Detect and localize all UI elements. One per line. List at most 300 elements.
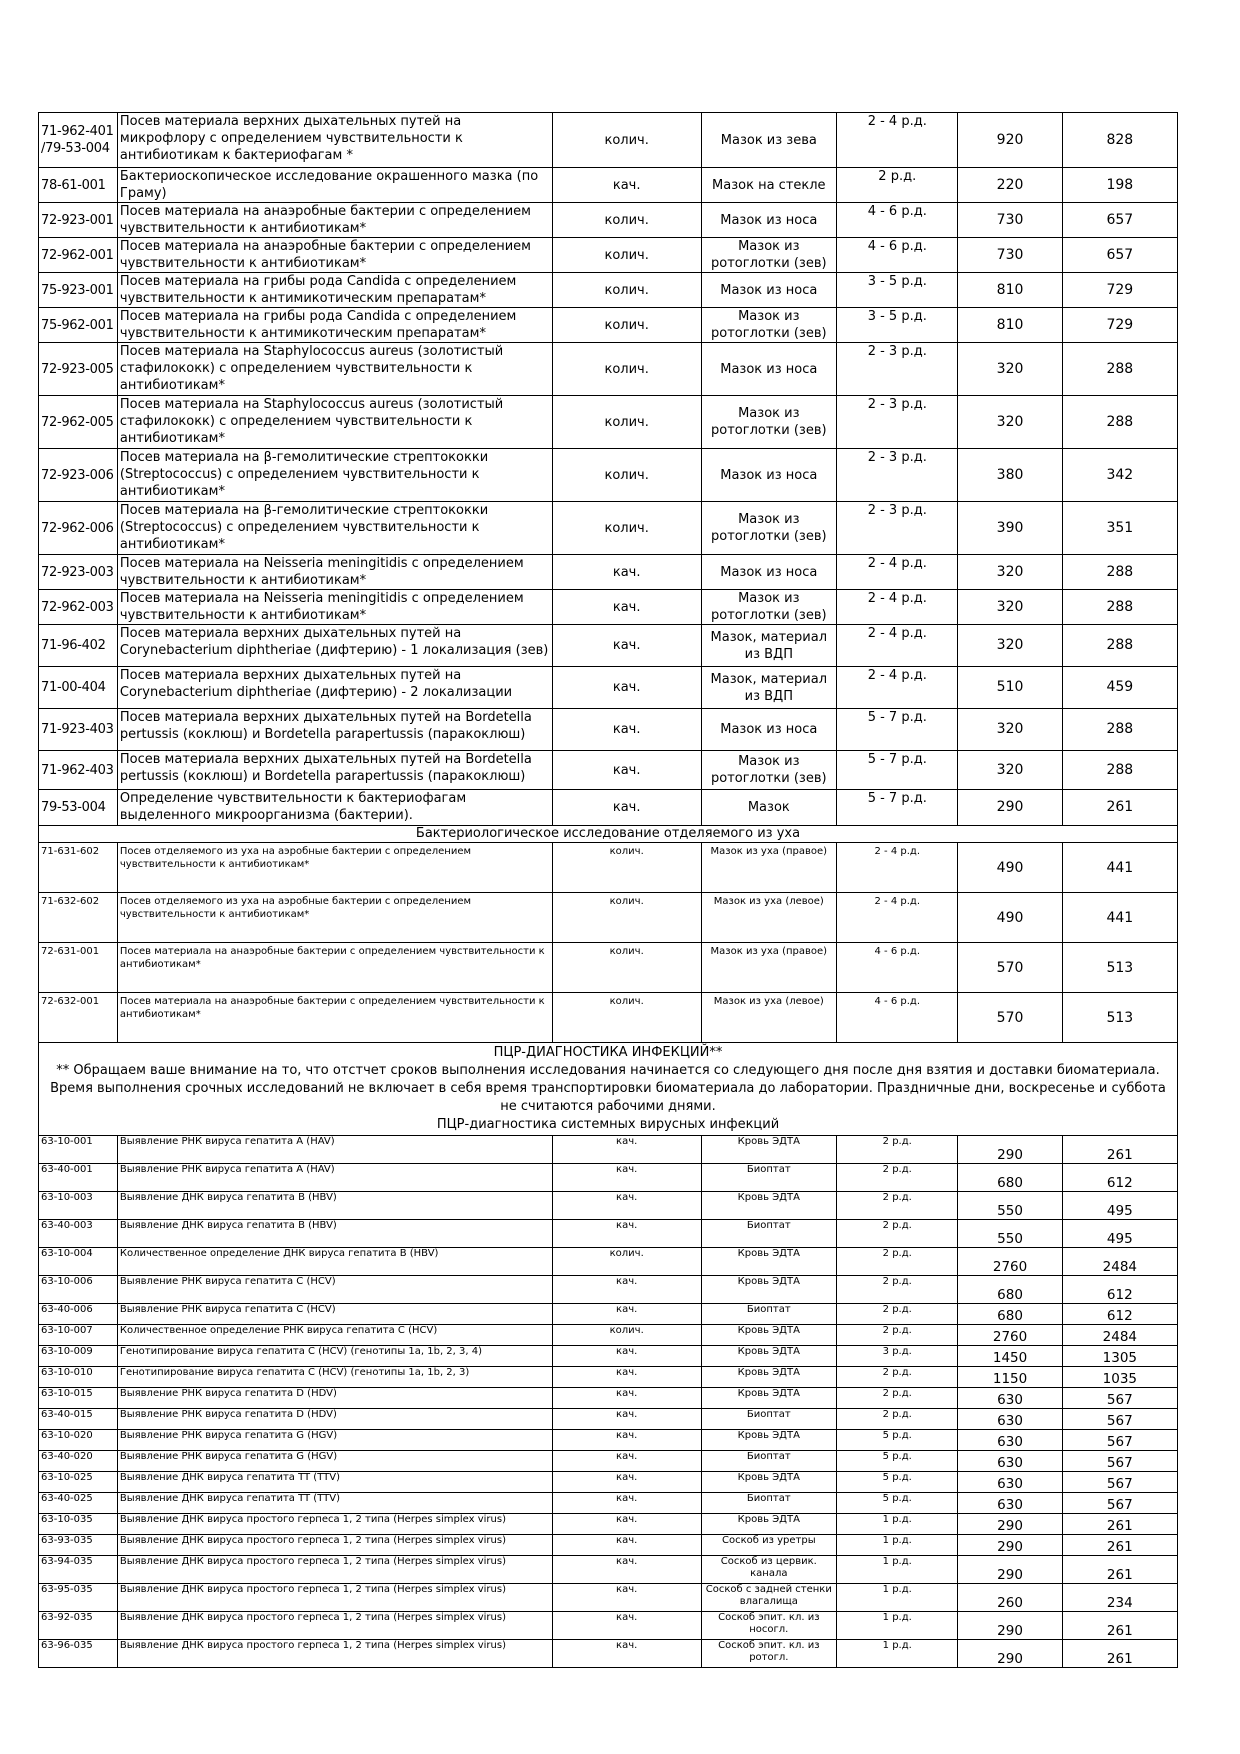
discount-price: 2484 [1062, 1248, 1177, 1276]
biomaterial: Биоптат [701, 1409, 837, 1430]
turnaround-days: 2 - 4 р.д. [837, 893, 958, 943]
turnaround-days: 4 - 6 р.д. [837, 993, 958, 1043]
test-name: Посев отделяемого из уха на аэробные бактерии с определением чувствительности к антибиотикам* [117, 843, 552, 893]
price: 290 [958, 1556, 1062, 1584]
price: 320 [958, 625, 1062, 667]
discount-price: 288 [1062, 590, 1177, 625]
test-name: Посев материала на анаэробные бактерии с определением чувствительности к антибиотикам* [117, 943, 552, 993]
biomaterial: Кровь ЭДТА [701, 1472, 837, 1493]
biomaterial: Биоптат [701, 1304, 837, 1325]
test-name: Генотипирование вируса гепатита С (HCV) (генотипы 1a, 1b, 2, 3, 4) [117, 1346, 552, 1367]
test-type: кач. [552, 1276, 701, 1304]
test-name: Выявление РНК вируса гепатита А (HAV) [117, 1164, 552, 1192]
turnaround-days: 2 - 3 р.д. [837, 502, 958, 555]
test-name: Посев материала на грибы рода Candida с определением чувствительности к антимикотическим препаратам* [117, 308, 552, 343]
test-type: кач. [552, 168, 701, 203]
price: 490 [958, 893, 1062, 943]
table-row [39, 1325, 1178, 1346]
test-code: 71-631-602 [39, 843, 118, 893]
biomaterial: Биоптат [701, 1493, 837, 1514]
test-name: Посев материала на Staphylococcus aureus (золотистый стафилококк) с определением чувствительности к антибиотикам* [117, 343, 552, 396]
biomaterial: Соскоб с задней стенки влагалища [701, 1584, 837, 1612]
turnaround-days: 1 р.д. [837, 1535, 958, 1556]
table-row [39, 709, 1178, 751]
biomaterial: Мазок из уха (правое) [701, 843, 837, 893]
table-row [39, 1612, 1178, 1640]
discount-price: 261 [1062, 1612, 1177, 1640]
test-type: кач. [552, 1556, 701, 1584]
table-row [39, 1164, 1178, 1192]
price: 630 [958, 1388, 1062, 1409]
table-row [39, 1556, 1178, 1584]
biomaterial: Соскоб из уретры [701, 1535, 837, 1556]
test-code: 63-10-025 [39, 1472, 118, 1493]
test-code: 72-923-005 [39, 343, 118, 396]
turnaround-days: 2 - 3 р.д. [837, 449, 958, 502]
discount-price: 261 [1062, 1640, 1177, 1668]
section-title: Бактериологическое исследование отделяемого из уха [39, 826, 1178, 843]
test-name: Выявление РНК вируса гепатита С (HCV) [117, 1276, 552, 1304]
discount-price: 657 [1062, 203, 1177, 238]
turnaround-days: 2 р.д. [837, 1136, 958, 1164]
test-code: 63-40-020 [39, 1451, 118, 1472]
table-row [39, 502, 1178, 555]
discount-price: 495 [1062, 1220, 1177, 1248]
test-name: Выявление ДНК вируса гепатита TT (TTV) [117, 1472, 552, 1493]
test-name: Посев материала на анаэробные бактерии с определением чувствительности к антибиотикам* [117, 993, 552, 1043]
turnaround-days: 5 - 7 р.д. [837, 790, 958, 826]
turnaround-days: 2 р.д. [837, 1367, 958, 1388]
table-row [39, 1192, 1178, 1220]
test-name: Выявление ДНК вируса простого герпеса 1, 2 типа (Herpes simplex virus) [117, 1514, 552, 1535]
discount-price: 351 [1062, 502, 1177, 555]
test-code: 72-923-006 [39, 449, 118, 502]
price: 730 [958, 203, 1062, 238]
discount-price: 459 [1062, 667, 1177, 709]
price: 290 [958, 1535, 1062, 1556]
test-code: 79-53-004 [39, 790, 118, 826]
test-type: кач. [552, 1451, 701, 1472]
biomaterial: Кровь ЭДТА [701, 1276, 837, 1304]
biomaterial: Соскоб эпит. кл. из ротогл. [701, 1640, 837, 1668]
test-code: 63-10-001 [39, 1136, 118, 1164]
test-code: 72-962-006 [39, 502, 118, 555]
turnaround-days: 2 р.д. [837, 1388, 958, 1409]
discount-price: 567 [1062, 1430, 1177, 1451]
test-name: Выявление ДНК вируса простого герпеса 1, 2 типа (Herpes simplex virus) [117, 1612, 552, 1640]
discount-price: 234 [1062, 1584, 1177, 1612]
test-code: 72-631-001 [39, 943, 118, 993]
turnaround-days: 2 - 4 р.д. [837, 555, 958, 590]
price: 320 [958, 590, 1062, 625]
biomaterial: Кровь ЭДТА [701, 1248, 837, 1276]
test-code: 71-962-401 /79-53-004 [39, 113, 118, 168]
test-name: Посев отделяемого из уха на аэробные бактерии с определением чувствительности к антибиотикам* [117, 893, 552, 943]
test-code: 63-40-025 [39, 1493, 118, 1514]
biomaterial: Кровь ЭДТА [701, 1430, 837, 1451]
price: 920 [958, 113, 1062, 168]
discount-price: 612 [1062, 1164, 1177, 1192]
price: 290 [958, 1612, 1062, 1640]
turnaround-days: 2 р.д. [837, 1409, 958, 1430]
discount-price: 567 [1062, 1493, 1177, 1514]
test-code: 63-93-035 [39, 1535, 118, 1556]
biomaterial: Мазок из ротоглотки (зев) [701, 238, 837, 273]
test-code: 63-10-006 [39, 1276, 118, 1304]
test-type: кач. [552, 1640, 701, 1668]
test-code: 71-632-602 [39, 893, 118, 943]
biomaterial: Кровь ЭДТА [701, 1367, 837, 1388]
biomaterial: Соскоб из цервик. канала [701, 1556, 837, 1584]
biomaterial: Мазок из ротоглотки (зев) [701, 751, 837, 790]
table-row [39, 1640, 1178, 1668]
price: 1450 [958, 1346, 1062, 1367]
discount-price: 261 [1062, 1514, 1177, 1535]
test-type: кач. [552, 1220, 701, 1248]
biomaterial: Биоптат [701, 1451, 837, 1472]
table-row [39, 1276, 1178, 1304]
price: 730 [958, 238, 1062, 273]
turnaround-days: 3 - 5 р.д. [837, 273, 958, 308]
price: 320 [958, 555, 1062, 590]
test-type: кач. [552, 555, 701, 590]
notice-title: ПЦР-ДИАГНОСТИКА ИНФЕКЦИЙ** [493, 1045, 723, 1060]
test-type: колич. [552, 993, 701, 1043]
discount-price: 261 [1062, 790, 1177, 826]
table-row [39, 1346, 1178, 1367]
biomaterial: Кровь ЭДТА [701, 1514, 837, 1535]
discount-price: 288 [1062, 709, 1177, 751]
test-name: Выявление ДНК вируса простого герпеса 1, 2 типа (Herpes simplex virus) [117, 1535, 552, 1556]
test-type: колич. [552, 1248, 701, 1276]
discount-price: 288 [1062, 343, 1177, 396]
biomaterial: Мазок из уха (правое) [701, 943, 837, 993]
discount-price: 567 [1062, 1472, 1177, 1493]
test-name: Выявление РНК вируса гепатита G (HGV) [117, 1430, 552, 1451]
price: 490 [958, 843, 1062, 893]
discount-price: 729 [1062, 273, 1177, 308]
turnaround-days: 2 р.д. [837, 1304, 958, 1325]
test-type: кач. [552, 1367, 701, 1388]
discount-price: 288 [1062, 555, 1177, 590]
test-code: 71-962-403 [39, 751, 118, 790]
test-name: Посев материала на грибы рода Candida с определением чувствительности к антимикотическим препаратам* [117, 273, 552, 308]
turnaround-days: 1 р.д. [837, 1612, 958, 1640]
price: 290 [958, 790, 1062, 826]
test-code: 72-632-001 [39, 993, 118, 1043]
turnaround-days: 2 - 3 р.д. [837, 396, 958, 449]
notice-sub: ПЦР-диагностика системных вирусных инфекций [436, 1117, 780, 1132]
table-row [39, 1220, 1178, 1248]
turnaround-days: 2 - 4 р.д. [837, 667, 958, 709]
test-name: Количественное определение РНК вируса гепатита С (HCV) [117, 1325, 552, 1346]
turnaround-days: 4 - 6 р.д. [837, 238, 958, 273]
biomaterial: Соскоб эпит. кл. из носогл. [701, 1612, 837, 1640]
test-type: кач. [552, 1493, 701, 1514]
test-name: Выявление РНК вируса гепатита С (HCV) [117, 1304, 552, 1325]
turnaround-days: 2 р.д. [837, 1192, 958, 1220]
table-row [39, 1367, 1178, 1388]
test-name: Посев материала на β-гемолитические стрептококки (Streptococcus) с определением чувствительности к антибиотикам* [117, 449, 552, 502]
turnaround-days: 5 р.д. [837, 1472, 958, 1493]
test-type: кач. [552, 1612, 701, 1640]
biomaterial: Мазок из ротоглотки (зев) [701, 590, 837, 625]
price: 290 [958, 1136, 1062, 1164]
discount-price: 1035 [1062, 1367, 1177, 1388]
discount-price: 441 [1062, 893, 1177, 943]
test-type: колич. [552, 449, 701, 502]
test-type: кач. [552, 751, 701, 790]
test-code: 75-962-001 [39, 308, 118, 343]
test-type: кач. [552, 625, 701, 667]
discount-price: 1305 [1062, 1346, 1177, 1367]
test-type: колич. [552, 893, 701, 943]
biomaterial: Мазок из носа [701, 449, 837, 502]
turnaround-days: 1 р.д. [837, 1556, 958, 1584]
price: 2760 [958, 1248, 1062, 1276]
table-row [39, 1535, 1178, 1556]
test-name: Посев материала верхних дыхательных путей на Bordetella pertussis (коклюш) и Bordetella parapertussis (паракоклюш) [117, 751, 552, 790]
biomaterial: Мазок из носа [701, 555, 837, 590]
price: 380 [958, 449, 1062, 502]
discount-price: 657 [1062, 238, 1177, 273]
test-code: 63-95-035 [39, 1584, 118, 1612]
biomaterial: Кровь ЭДТА [701, 1346, 837, 1367]
table-row [39, 590, 1178, 625]
test-name: Выявление РНК вируса гепатита D (HDV) [117, 1388, 552, 1409]
price-table [38, 112, 1178, 1668]
price: 260 [958, 1584, 1062, 1612]
discount-price: 2484 [1062, 1325, 1177, 1346]
discount-price: 288 [1062, 625, 1177, 667]
test-code: 71-00-404 [39, 667, 118, 709]
turnaround-days: 4 - 6 р.д. [837, 943, 958, 993]
test-name: Посев материала верхних дыхательных путей на микрофлору с определением чувствительности к антибиотикам к бактериофагам * [117, 113, 552, 168]
test-type: кач. [552, 1388, 701, 1409]
table-row [39, 943, 1178, 993]
test-name: Посев материала на β-гемолитические стрептококки (Streptococcus) с определением чувствительности к антибиотикам* [117, 502, 552, 555]
test-name: Выявление ДНК вируса гепатита В (HBV) [117, 1192, 552, 1220]
price: 320 [958, 709, 1062, 751]
test-name: Выявление ДНК вируса гепатита В (HBV) [117, 1220, 552, 1248]
turnaround-days: 2 - 3 р.д. [837, 343, 958, 396]
test-code: 63-10-007 [39, 1325, 118, 1346]
biomaterial: Мазок из уха (левое) [701, 993, 837, 1043]
price: 390 [958, 502, 1062, 555]
discount-price: 198 [1062, 168, 1177, 203]
test-type: кач. [552, 1136, 701, 1164]
test-code: 63-40-015 [39, 1409, 118, 1430]
price: 570 [958, 993, 1062, 1043]
biomaterial: Кровь ЭДТА [701, 1325, 837, 1346]
test-name: Посев материала на анаэробные бактерии с определением чувствительности к антибиотикам* [117, 203, 552, 238]
turnaround-days: 5 р.д. [837, 1493, 958, 1514]
table-row [39, 843, 1178, 893]
price: 2760 [958, 1325, 1062, 1346]
turnaround-days: 2 р.д. [837, 1325, 958, 1346]
test-code: 72-923-003 [39, 555, 118, 590]
test-name: Выявление ДНК вируса гепатита TT (TTV) [117, 1493, 552, 1514]
test-code: 63-40-006 [39, 1304, 118, 1325]
test-type: кач. [552, 1192, 701, 1220]
test-code: 72-962-005 [39, 396, 118, 449]
test-name: Выявление ДНК вируса простого герпеса 1, 2 типа (Herpes simplex virus) [117, 1640, 552, 1668]
turnaround-days: 2 р.д. [837, 1276, 958, 1304]
turnaround-days: 1 р.д. [837, 1514, 958, 1535]
biomaterial: Мазок из ротоглотки (зев) [701, 308, 837, 343]
discount-price: 612 [1062, 1304, 1177, 1325]
test-name: Выявление РНК вируса гепатита А (HAV) [117, 1136, 552, 1164]
test-code: 75-923-001 [39, 273, 118, 308]
biomaterial: Кровь ЭДТА [701, 1388, 837, 1409]
discount-price: 288 [1062, 396, 1177, 449]
biomaterial: Мазок из ротоглотки (зев) [701, 396, 837, 449]
test-name: Посев материала на Staphylococcus aureus (золотистый стафилококк) с определением чувствительности к антибиотикам* [117, 396, 552, 449]
test-name: Посев материала на анаэробные бактерии с определением чувствительности к антибиотикам* [117, 238, 552, 273]
biomaterial: Мазок из носа [701, 203, 837, 238]
test-type: колич. [552, 238, 701, 273]
test-code: 72-962-001 [39, 238, 118, 273]
discount-price: 261 [1062, 1535, 1177, 1556]
test-type: кач. [552, 1584, 701, 1612]
test-code: 78-61-001 [39, 168, 118, 203]
test-name: Посев материала верхних дыхательных путей на Corynebacterium diphtheriae (дифтерию) - 2 локализации [117, 667, 552, 709]
table-row [39, 993, 1178, 1043]
test-name: Посев материала на Neisseria meningitidis с определением чувствительности к антибиотикам* [117, 555, 552, 590]
table-row [39, 1136, 1178, 1164]
test-name: Выявление ДНК вируса простого герпеса 1, 2 типа (Herpes simplex virus) [117, 1584, 552, 1612]
table-row [39, 1304, 1178, 1325]
test-type: колич. [552, 1325, 701, 1346]
test-type: кач. [552, 790, 701, 826]
price: 510 [958, 667, 1062, 709]
price: 550 [958, 1192, 1062, 1220]
test-type: кач. [552, 590, 701, 625]
test-code: 63-40-001 [39, 1164, 118, 1192]
turnaround-days: 5 - 7 р.д. [837, 709, 958, 751]
table-row [39, 273, 1178, 308]
test-type: колич. [552, 396, 701, 449]
test-type: кач. [552, 1514, 701, 1535]
discount-price: 729 [1062, 308, 1177, 343]
test-type: кач. [552, 1472, 701, 1493]
test-name: Бактериоскопическое исследование окрашенного мазка (по Граму) [117, 168, 552, 203]
table-row [39, 1451, 1178, 1472]
turnaround-days: 2 р.д. [837, 1248, 958, 1276]
turnaround-days: 2 р.д. [837, 1164, 958, 1192]
test-code: 63-40-003 [39, 1220, 118, 1248]
test-name: Посев материала верхних дыхательных путей на Bordetella pertussis (коклюш) и Bordetella parapertussis (паракоклюш) [117, 709, 552, 751]
discount-price: 441 [1062, 843, 1177, 893]
biomaterial: Мазок, материал из ВДП [701, 625, 837, 667]
price: 680 [958, 1276, 1062, 1304]
test-name: Выявление РНК вируса гепатита G (HGV) [117, 1451, 552, 1472]
discount-price: 567 [1062, 1388, 1177, 1409]
price-table-body [39, 113, 1178, 1668]
table-row [39, 555, 1178, 590]
test-type: кач. [552, 1535, 701, 1556]
price: 810 [958, 273, 1062, 308]
pcr-notice-row [39, 1043, 1178, 1136]
price: 630 [958, 1409, 1062, 1430]
table-row [39, 1430, 1178, 1451]
table-row [39, 308, 1178, 343]
table-row [39, 203, 1178, 238]
test-code: 72-923-001 [39, 203, 118, 238]
test-code: 63-10-010 [39, 1367, 118, 1388]
price: 680 [958, 1164, 1062, 1192]
discount-price: 513 [1062, 943, 1177, 993]
price: 630 [958, 1430, 1062, 1451]
table-row [39, 113, 1178, 168]
table-row [39, 751, 1178, 790]
price: 630 [958, 1451, 1062, 1472]
turnaround-days: 3 р.д. [837, 1346, 958, 1367]
biomaterial: Мазок из зева [701, 113, 837, 168]
table-row [39, 1388, 1178, 1409]
price: 630 [958, 1472, 1062, 1493]
price: 320 [958, 396, 1062, 449]
test-type: кач. [552, 1304, 701, 1325]
biomaterial: Мазок, материал из ВДП [701, 667, 837, 709]
test-code: 63-92-035 [39, 1612, 118, 1640]
table-row [39, 449, 1178, 502]
test-code: 63-10-020 [39, 1430, 118, 1451]
test-name: Выявление РНК вируса гепатита D (HDV) [117, 1409, 552, 1430]
turnaround-days: 1 р.д. [837, 1584, 958, 1612]
price: 290 [958, 1640, 1062, 1668]
section-header-row [39, 826, 1178, 843]
biomaterial: Мазок из носа [701, 343, 837, 396]
turnaround-days: 1 р.д. [837, 1640, 958, 1668]
test-type: кач. [552, 1346, 701, 1367]
test-code: 63-10-003 [39, 1192, 118, 1220]
test-code: 63-10-009 [39, 1346, 118, 1367]
biomaterial: Мазок [701, 790, 837, 826]
turnaround-days: 3 - 5 р.д. [837, 308, 958, 343]
biomaterial: Мазок из носа [701, 273, 837, 308]
biomaterial: Кровь ЭДТА [701, 1192, 837, 1220]
discount-price: 342 [1062, 449, 1177, 502]
table-row [39, 1493, 1178, 1514]
price-list-sheet [38, 112, 1178, 1668]
test-type: кач. [552, 1430, 701, 1451]
test-name: Выявление ДНК вируса простого герпеса 1, 2 типа (Herpes simplex virus) [117, 1556, 552, 1584]
turnaround-days: 2 - 4 р.д. [837, 625, 958, 667]
table-row [39, 667, 1178, 709]
discount-price: 612 [1062, 1276, 1177, 1304]
price: 320 [958, 751, 1062, 790]
table-row [39, 238, 1178, 273]
table-row [39, 1248, 1178, 1276]
turnaround-days: 5 р.д. [837, 1430, 958, 1451]
price: 810 [958, 308, 1062, 343]
table-row [39, 1409, 1178, 1430]
discount-price: 513 [1062, 993, 1177, 1043]
discount-price: 567 [1062, 1409, 1177, 1430]
discount-price: 261 [1062, 1556, 1177, 1584]
price: 220 [958, 168, 1062, 203]
test-type: колич. [552, 113, 701, 168]
test-type: колич. [552, 843, 701, 893]
turnaround-days: 2 р.д. [837, 168, 958, 203]
test-type: колич. [552, 502, 701, 555]
turnaround-days: 5 - 7 р.д. [837, 751, 958, 790]
turnaround-days: 2 - 4 р.д. [837, 113, 958, 168]
test-name: Посев материала на Neisseria meningitidis с определением чувствительности к антибиотикам* [117, 590, 552, 625]
price: 290 [958, 1514, 1062, 1535]
test-code: 63-94-035 [39, 1556, 118, 1584]
